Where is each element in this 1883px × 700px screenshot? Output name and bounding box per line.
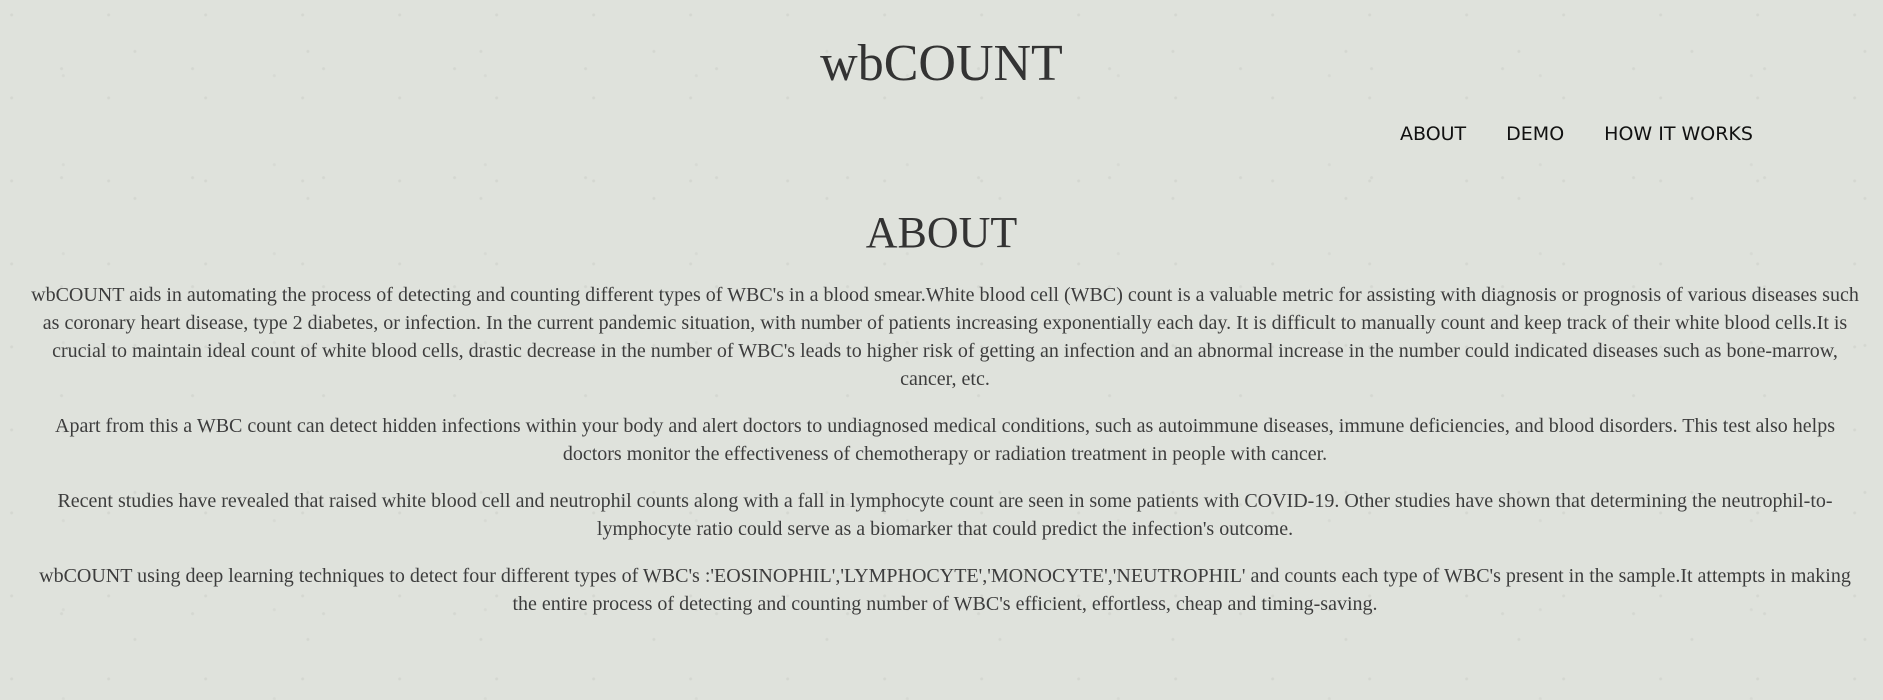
about-paragraph-2: Apart from this a WBC count can detect hidden infections within your body and alert doctors to undiagnosed medical conditions, such as autoimmune diseases, immune deficiencies, and blood disorders. This test also helps doctors monitor the effectiveness of chemotherapy or radiation treatment in people with cancer. bbox=[55, 415, 1835, 465]
about-paragraph-1: wbCOUNT aids in automating the process of detecting and counting different types of WBC's in a blood smear.White blood cell (WBC) count is a valuable metric for assisting with diagnosis or prognosis of various diseases such as coronary heart disease, type 2 diabetes, or infection. In the current pandemic situation, with number of patients increasing exponentially each day. It is difficult to manually count and keep track of their white blood cells.It is crucial to maintain ideal count of white blood cells, drastic decrease in the number of WBC's leads to higher risk of getting an infection and an abnormal increase in the number could indicated diseases such as bone-marrow, cancer, etc. bbox=[31, 284, 1859, 390]
nav-item-demo[interactable]: DEMO bbox=[1506, 123, 1565, 145]
about-heading: ABOUT bbox=[865, 208, 1018, 257]
about-paragraph-3: Recent studies have revealed that raised white blood cell and neutrophil counts along with a fall in lymphocyte count are seen in some patients with COVID-19. Other studies have shown that determining the neutrophil-to-lymphocyte ratio could serve as a biomarker that could predict the infection's outcome. bbox=[57, 490, 1833, 540]
nav-item-how-it-works[interactable]: HOW IT WORKS bbox=[1604, 123, 1753, 145]
main-nav bbox=[1400, 122, 1753, 146]
site-title: wbCOUNT bbox=[820, 35, 1063, 92]
nav-item-about[interactable]: ABOUT bbox=[1400, 123, 1467, 145]
about-content bbox=[30, 281, 1860, 637]
about-paragraph-4: wbCOUNT using deep learning techniques to detect four different types of WBC's :'EOSINOPHIL','LYMPHOCYTE','MONOCYTE','NEUTROPHIL' and counts each type of WBC's present in the sample.It attempts in making the entire process of detecting and counting number of WBC's efficient, effortless, cheap and timing-saving. bbox=[39, 565, 1851, 615]
